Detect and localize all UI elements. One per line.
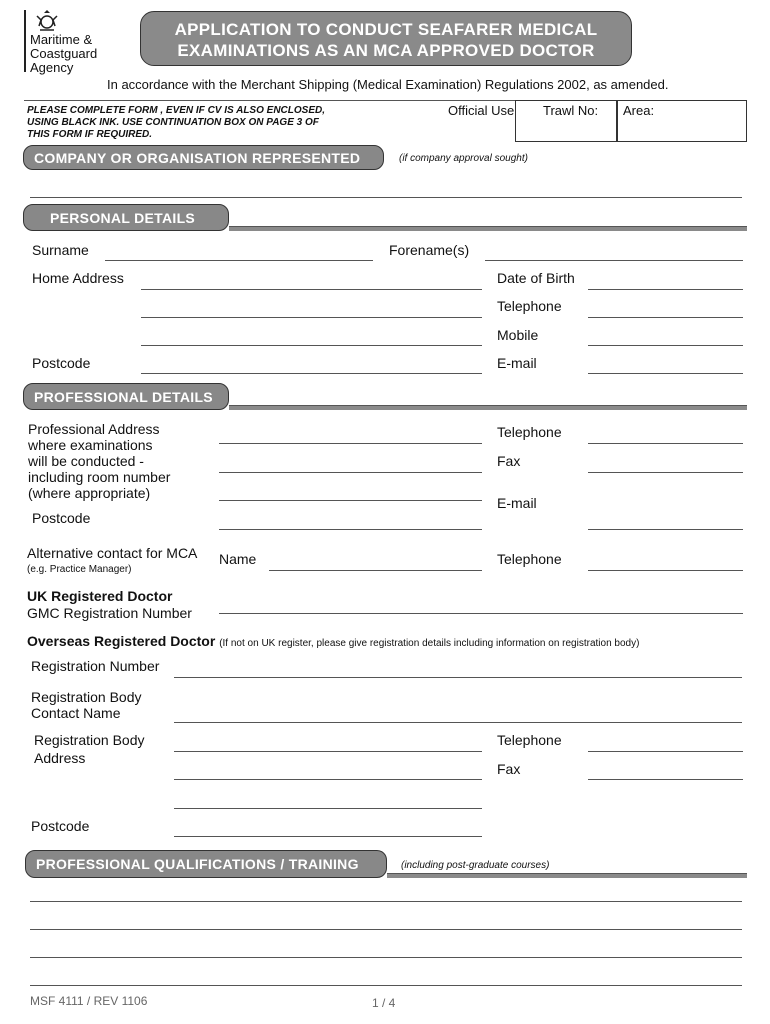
- reg-address-field-1[interactable]: [174, 751, 482, 752]
- trawl-number-label: Trawl No:: [543, 103, 599, 118]
- alt-contact-name-label: Name: [219, 551, 257, 567]
- professional-postcode-field[interactable]: [219, 529, 482, 530]
- professional-address-label-2: where examinations: [28, 437, 153, 453]
- reg-telephone-label: Telephone: [497, 732, 562, 748]
- company-note: (if company approval sought): [399, 153, 528, 164]
- professional-fax-label: Fax: [497, 453, 521, 469]
- instructions-line3: THIS FORM IF REQUIRED.: [27, 129, 152, 140]
- qualifications-field-4[interactable]: [30, 985, 742, 986]
- gmc-number-field[interactable]: [219, 613, 743, 614]
- instructions-line2: USING BLACK INK. USE CONTINUATION BOX ON PAGE 3 OF: [27, 117, 319, 128]
- agency-name-line1: Maritime &: [30, 32, 93, 47]
- home-address-field-3[interactable]: [141, 345, 482, 346]
- home-email-field[interactable]: [588, 373, 743, 374]
- reg-telephone-field[interactable]: [588, 751, 743, 752]
- professional-address-field-3[interactable]: [219, 500, 482, 501]
- home-telephone-field[interactable]: [588, 317, 743, 318]
- reg-fax-field[interactable]: [588, 779, 743, 780]
- home-address-field-2[interactable]: [141, 317, 482, 318]
- professional-email-label: E-mail: [497, 495, 537, 511]
- form-reference: MSF 4111 / REV 1106: [30, 994, 148, 1008]
- alt-contact-name-field[interactable]: [269, 570, 482, 571]
- instructions-line1: PLEASE COMPLETE FORM , EVEN IF CV IS ALSO ENCLOSED,: [27, 105, 325, 116]
- form-title-line2: EXAMINATIONS AS AN MCA APPROVED DOCTOR: [177, 41, 595, 60]
- qualifications-section-heading: [25, 850, 387, 878]
- home-postcode-label: Postcode: [32, 355, 91, 371]
- reg-address-label-2: Address: [34, 750, 86, 766]
- professional-telephone-label: Telephone: [497, 424, 562, 440]
- professional-address-label-1: Professional Address: [28, 421, 160, 437]
- overseas-doctor-row: [27, 633, 639, 652]
- professional-email-field[interactable]: [588, 529, 743, 530]
- agency-logo: [28, 10, 128, 74]
- dob-field[interactable]: [588, 289, 743, 290]
- surname-label: Surname: [32, 242, 89, 258]
- overseas-doctor-heading: Overseas Registered Doctor: [27, 633, 216, 649]
- professional-address-label-3: will be conducted -: [28, 453, 144, 469]
- reg-number-label: Registration Number: [31, 658, 160, 674]
- personal-heading-text: PERSONAL DETAILS: [50, 209, 196, 226]
- home-address-field-1[interactable]: [141, 289, 482, 290]
- professional-fax-field[interactable]: [588, 472, 743, 473]
- mobile-label: Mobile: [497, 327, 539, 343]
- professional-address-field-2[interactable]: [219, 472, 482, 473]
- reg-contact-label-1: Registration Body: [31, 689, 142, 705]
- home-email-label: E-mail: [497, 355, 537, 371]
- professional-telephone-field[interactable]: [588, 443, 743, 444]
- professional-section-heading: [23, 383, 229, 410]
- alt-contact-telephone-label: Telephone: [497, 551, 562, 567]
- forenames-label: Forename(s): [389, 242, 470, 258]
- professional-address-label-4: including room number: [28, 469, 171, 485]
- professional-postcode-label: Postcode: [32, 510, 91, 526]
- personal-section-heading: [23, 204, 229, 231]
- alt-contact-telephone-field[interactable]: [588, 570, 743, 571]
- personal-heading-bar: [229, 226, 747, 231]
- area-label: Area:: [623, 103, 655, 118]
- reg-contact-field[interactable]: [174, 722, 742, 723]
- form-title-line1: APPLICATION TO CONDUCT SEAFARER MEDICAL: [174, 20, 598, 39]
- reg-address-field-3[interactable]: [174, 808, 482, 809]
- company-section-heading: [23, 145, 384, 170]
- qualifications-heading-text: PROFESSIONAL QUALIFICATIONS / TRAINING: [36, 856, 359, 872]
- reg-address-field-2[interactable]: [174, 779, 482, 780]
- agency-name-line3: Agency: [30, 60, 74, 75]
- gmc-number-label: GMC Registration Number: [27, 605, 192, 621]
- logo-divider: [24, 10, 26, 72]
- professional-heading-text: PROFESSIONAL DETAILS: [34, 388, 213, 405]
- professional-address-field-1[interactable]: [219, 443, 482, 444]
- dob-label: Date of Birth: [497, 270, 575, 286]
- qualifications-heading-bar: [387, 873, 747, 878]
- professional-heading-bar: [229, 405, 747, 410]
- reg-postcode-label: Postcode: [31, 818, 90, 834]
- reg-postcode-field[interactable]: [174, 836, 482, 837]
- reg-contact-label-2: Contact Name: [31, 705, 121, 721]
- home-postcode-field[interactable]: [141, 373, 482, 374]
- qualifications-field-1[interactable]: [30, 901, 742, 902]
- mobile-field[interactable]: [588, 345, 743, 346]
- forenames-field[interactable]: [485, 260, 743, 261]
- reg-address-label-1: Registration Body: [34, 732, 145, 748]
- agency-name-line2: Coastguard: [30, 46, 98, 61]
- qualifications-field-2[interactable]: [30, 929, 742, 930]
- uk-doctor-heading: UK Registered Doctor: [27, 588, 173, 604]
- form-subtitle: In accordance with the Merchant Shipping (Medical Examination) Regulations 2002, as amended.: [107, 77, 669, 92]
- home-address-label: Home Address: [32, 270, 124, 286]
- reg-number-field[interactable]: [174, 677, 742, 678]
- qualifications-note: (including post-graduate courses): [401, 860, 550, 871]
- home-telephone-label: Telephone: [497, 298, 562, 314]
- form-title: [140, 11, 632, 66]
- page-number: 1 / 4: [372, 996, 396, 1010]
- professional-address-label-5: (where appropriate): [28, 485, 151, 501]
- surname-field[interactable]: [105, 260, 373, 261]
- official-use-label: Official Use: [448, 103, 515, 118]
- alt-contact-example: (e.g. Practice Manager): [27, 564, 132, 575]
- alt-contact-label: Alternative contact for MCA: [27, 545, 198, 561]
- company-field[interactable]: [30, 197, 742, 198]
- royal-crest-icon: [34, 10, 60, 32]
- reg-fax-label: Fax: [497, 761, 521, 777]
- overseas-doctor-note: (If not on UK register, please give registration details including information on registration body): [219, 638, 640, 649]
- company-heading-text: COMPANY OR ORGANISATION REPRESENTED: [34, 149, 361, 166]
- qualifications-field-3[interactable]: [30, 957, 742, 958]
